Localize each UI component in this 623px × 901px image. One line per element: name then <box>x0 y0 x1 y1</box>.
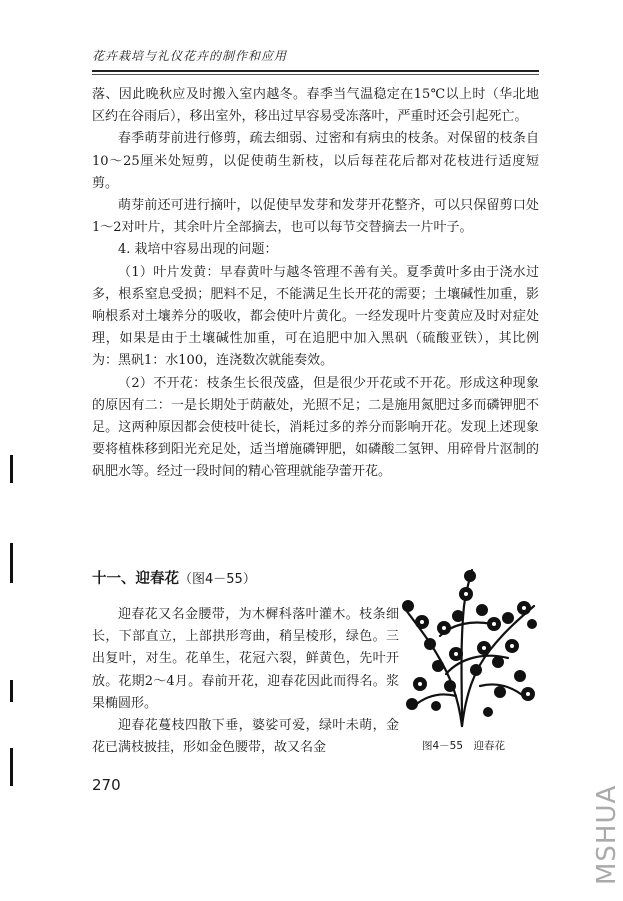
section-heading <box>92 568 392 591</box>
paragraph: 4. 栽培中容易出现的问题： <box>118 242 278 258</box>
jasmine-icon <box>400 566 540 731</box>
section-title: 十一、迎春花 <box>92 571 179 587</box>
paragraph: 迎春花蔓枝四散下垂，婆娑可爱，绿叶未萌，金花已满枝披挂，形如金色腰带，故又名金 <box>92 718 399 756</box>
header-rule <box>92 70 539 72</box>
scan-mark <box>10 455 13 483</box>
paragraph: 落、因此晚秋应及时搬入室内越冬。春季当气温稳定在15℃以上时（华北地区约在谷雨后），移出室外，移出过早容易受冻落叶，严重时还会引起死亡。 <box>92 87 539 125</box>
watermark: MSHUA <box>592 784 622 885</box>
header-rule-thin <box>92 74 539 75</box>
scan-mark <box>10 543 13 583</box>
section-body <box>92 604 399 759</box>
scan-mark <box>10 680 13 702</box>
body-text <box>92 84 539 484</box>
section-figure-ref: （图4－55） <box>179 572 256 587</box>
paragraph: 萌芽前还可进行摘叶，以促使早发芽和发芽开花整齐，可以只保留剪口处1～2对叶片，其余叶片全部摘去，也可以每节交替摘去一片叶子。 <box>92 198 539 236</box>
paragraph: 春季萌芽前进行修剪，疏去细弱、过密和有病虫的枝条。对保留的枝条自10～25厘米处短剪，以促使萌生新枝，以后每茬花后都对花枝进行适度短剪。 <box>92 131 539 191</box>
paragraph: （1）叶片发黄：早春黄叶与越冬管理不善有关。夏季黄叶多由于浇水过多，根系窒息受损；肥料不足，不能满足生长开花的需要；土壤碱性加重，影响根系对土壤养分的吸收，都会使叶片黄化。一经发现叶片变黄应及时对症处理，如果是由于土壤碱性加重，可在追肥中加入黑矾（硫酸亚铁），其比例为：黑矾1：水100，连浇数次就能奏效。 <box>92 264 539 369</box>
paragraph: 迎春花又名金腰带，为木樨科落叶灌木。枝条细长，下部直立，上部拱形弯曲，稍呈棱形，绿色。三出复叶，对生。花单生，花冠六裂，鲜黄色，先叶开放。花期2～4月。春前开花，迎春花因此而得名。浆果椭圆形。 <box>92 607 399 711</box>
jasmine-illustration <box>400 566 540 731</box>
running-header: 花卉栽培与礼仪花卉的制作和应用 <box>92 49 288 63</box>
figure-caption: 图4－55 迎春花 <box>422 740 506 752</box>
scan-mark <box>10 748 13 786</box>
page-number: 270 <box>92 776 121 794</box>
paragraph: （2）不开花：枝条生长很茂盛，但是很少开花或不开花。形成这种现象的原因有二：一是长期处于荫蔽处，光照不足；二是施用氮肥过多而磷钾肥不足。这两种原因都会使枝叶徒长，消耗过多的养分而影响开花。发现上述现象要将植株移到阳光充足处，适当增施磷钾肥，如磷酸二氢钾、用碎骨片沤制的矾肥水等。经过一段时间的精心管理就能孕蕾开花。 <box>92 375 539 480</box>
